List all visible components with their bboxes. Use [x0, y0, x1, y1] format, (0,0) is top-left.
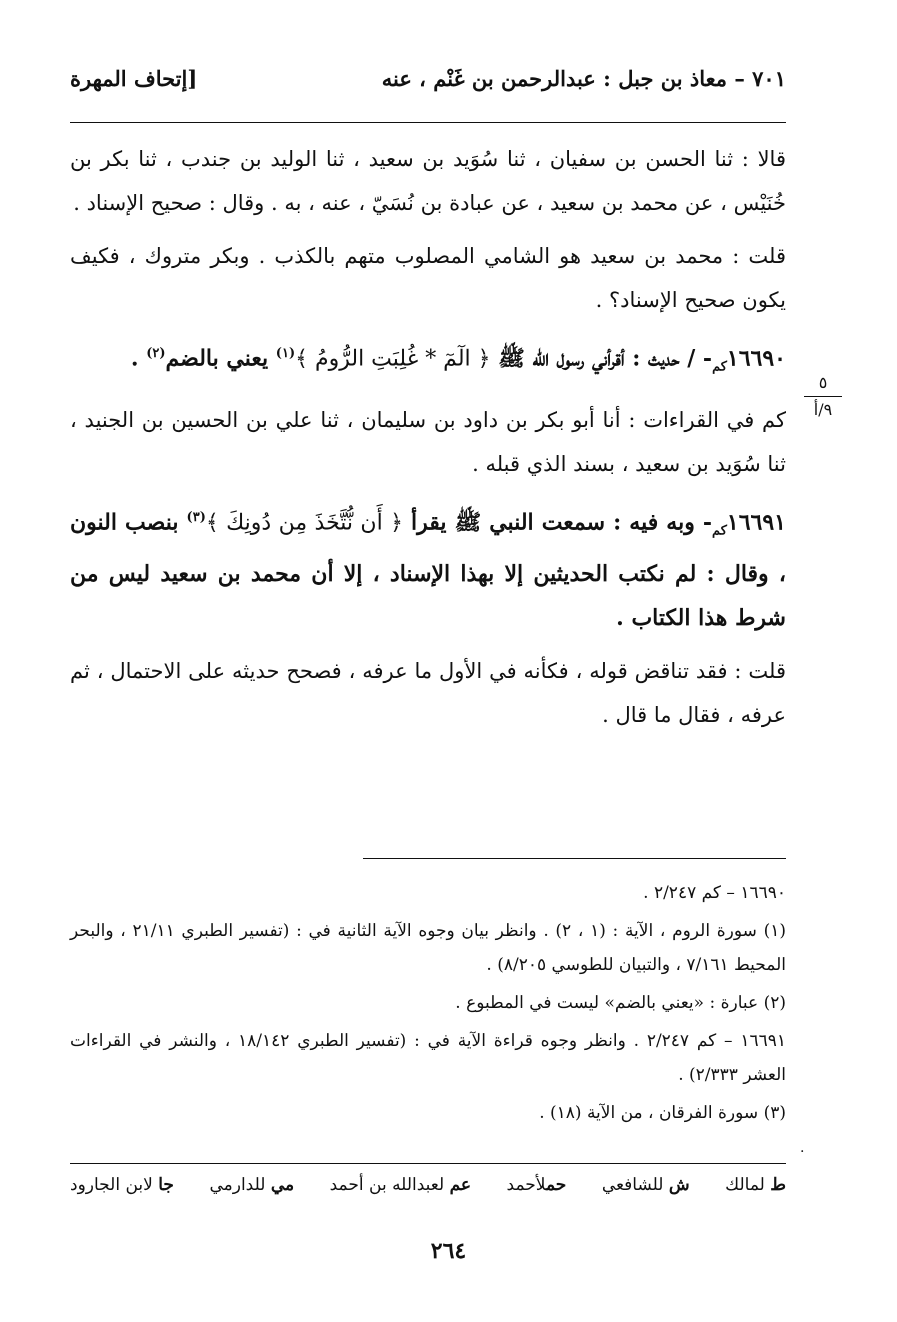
footnote: ١٦٦٩١ – كم ٢/٢٤٧ . وانظر وجوه قراءة الآية في : (تفسير الطبري ١٨/١٤٢ ، والنشر في القراءات العشر ٢/٣٣٣) .: [70, 1031, 786, 1085]
abbrev-rule: [70, 1163, 786, 1164]
abbrev-item: ش للشافعي: [601, 1175, 690, 1195]
hadith-entry: [70, 496, 786, 640]
hadith-text: - / حديث : أقرأني رسول الله ﷺ: [498, 345, 713, 372]
paragraph: كم في القراءات : أنا أبو بكر بن داود بن سليمان ، ثنا علي بن الحسين بن الجنيد ، ثنا سُوَيد بن سعيد ، بسند الذي قبله .: [70, 408, 786, 476]
paragraph: قلت : محمد بن سعيد هو الشامي المصلوب متهم بالكذب . وبكر متروك ، فكيف يكون صحيح الإسناد؟ .: [70, 244, 786, 312]
hadith-number: ١٦٦٩٠: [726, 345, 786, 372]
abbrev-item: مي للدارمي: [209, 1175, 295, 1195]
header-book-name: [إتحاف المهرة: [70, 66, 198, 91]
paragraph: قلت : فقد تناقض قوله ، فكأنه في الأول ما عرفه ، فصحح حديثه على الاحتمال ، ثم عرفه ، فقال ما قال .: [70, 659, 786, 727]
abbrev-item: جا لابن الجارود: [70, 1175, 174, 1195]
hadith-text: يعني بالضم: [165, 345, 269, 372]
abbrev-item: ط لمالك: [725, 1175, 786, 1195]
margin-number: ٥: [818, 373, 828, 392]
header-title: ٧٠١ – معاذ بن جبل : عبدالرحمن بن غَنْم ، عنه: [381, 66, 786, 91]
footnote-rule: [363, 858, 786, 859]
header-rule: [70, 122, 786, 123]
footnote-ref: (١): [275, 346, 296, 361]
hadith-text: بنصب النون ، وقال : لم نكتب الحديثين إلا بهذا الإسناد ، إلا أن محمد بن سعيد ليس من شرط هذا الكتاب .: [70, 509, 786, 631]
footnote-ref: (٢): [146, 346, 166, 361]
running-header: [70, 62, 786, 98]
footnote: (١) سورة الروم ، الآية : (١ ، ٢) . وانظر بيان وجوه الآية الثانية في : (تفسير الطبري ٢١/١١ ، والبحر المحيط ٧/١٦١ ، والتبيان للطوسي ٨/٢٠٥) .: [70, 921, 787, 975]
quran-verse: ﴿ أَن نُّتَّخَذَ مِن دُونِكَ ﴾: [205, 510, 403, 536]
footnote: (٣) سورة الفرقان ، من الآية (١٨) .: [539, 1103, 786, 1123]
page-number: ٢٦٤: [430, 1238, 467, 1264]
footnotes: [70, 876, 786, 1134]
footnote: ١٦٦٩٠ – كم ٢/٢٤٧ .: [643, 883, 786, 903]
hadith-text: - وبه فيه : سمعت النبي ﷺ يقرأ: [411, 509, 713, 536]
source-siglum: كم: [712, 359, 727, 375]
footnote-ref: (٣): [186, 510, 206, 526]
margin-folio: ٩/أ: [813, 400, 833, 419]
margin-mark: .: [800, 1140, 805, 1156]
hadith-number: ١٦٦٩١: [726, 509, 786, 536]
abbreviation-key: [70, 1175, 786, 1195]
quran-verse: ﴿ الٓمٓ * غُلِبَتِ الرُّومُ ﴾: [295, 346, 491, 372]
abbrev-item: حملأحمد: [506, 1175, 567, 1195]
paragraph: قالا : ثنا الحسن بن سفيان ، ثنا سُوَيد بن سعيد ، ثنا الوليد بن جندب ، ثنا بكر بن خُنَيْس ، عن محمد بن سعيد ، عن عبادة بن نُسَيّ ، عنه ، به . وقال : صحيح الإسناد .: [70, 147, 786, 215]
manuscript-folio-note: [800, 372, 846, 421]
margin-divider: [804, 396, 842, 397]
abbrev-item: عم لعبدالله بن أحمد: [329, 1175, 472, 1195]
footnote: (٢) عبارة : «يعني بالضم» ليست في المطبوع .: [455, 993, 786, 1013]
hadith-text: .: [130, 345, 139, 372]
hadith-entry: [70, 332, 786, 389]
main-text: [70, 138, 786, 747]
source-siglum: كم: [712, 523, 727, 539]
